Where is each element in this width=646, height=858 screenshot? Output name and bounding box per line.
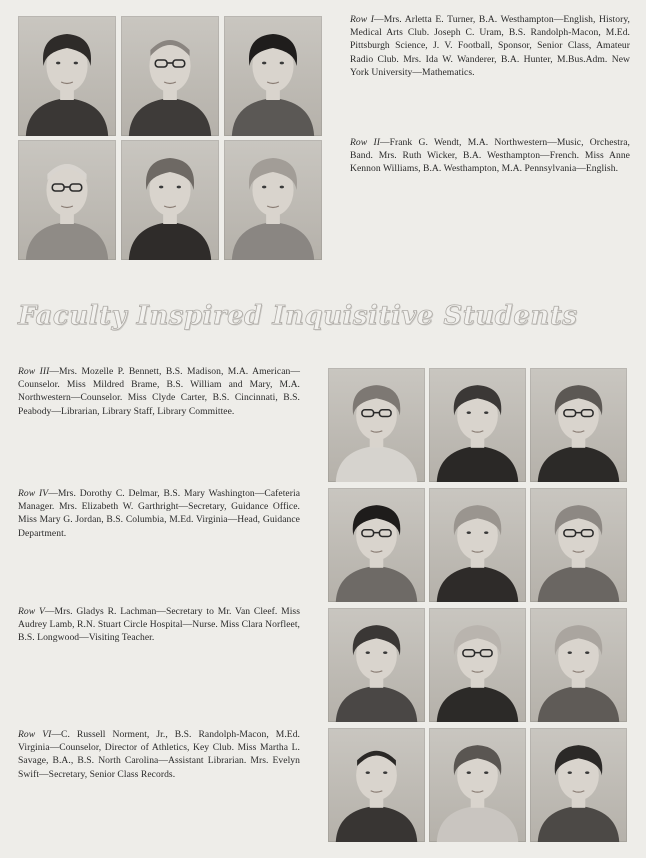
portrait-woman-icon — [530, 608, 627, 722]
portrait-woman-icon — [530, 488, 627, 602]
portrait-woman-icon — [429, 368, 526, 482]
caption-row-6 — [18, 728, 300, 781]
portrait-woman-icon — [224, 140, 322, 260]
caption-row-4 — [18, 487, 300, 540]
portrait-man-icon — [18, 140, 116, 260]
caption-row-label: Row I — [350, 14, 375, 25]
portrait-woman-icon — [530, 368, 627, 482]
caption-row-1 — [350, 13, 630, 79]
portrait-woman-icon — [530, 728, 627, 842]
portrait-man-icon — [328, 728, 425, 842]
caption-row-text: —Frank G. Wendt, M.A. Northwestern—Music, Orchestra, Band. Mrs. Ruth Wicker, B.A. Westhampton—French. Miss Anne Kennon Williams, B.A. Westhampton, M.A. Pennsylvania—English. — [350, 137, 630, 175]
portrait-woman-icon — [224, 16, 322, 136]
portrait-woman-icon — [328, 488, 425, 602]
page-title: Faculty Inspired Inquisitive Students — [18, 301, 578, 331]
portrait-woman-icon — [18, 16, 116, 136]
caption-row-label: Row II — [350, 137, 380, 148]
portrait-man-icon — [121, 16, 219, 136]
caption-row-2 — [350, 136, 630, 176]
caption-row-label: Row VI — [18, 729, 52, 740]
caption-row-text: —C. Russell Norment, Jr., B.S. Randolph-Macon, M.Ed. Virginia—Counselor, Director of Athletics, Key Club. Miss Martha L. Savage, B.A., B.S. North Carolina—Assistant Librarian. Mrs. Evelyn Swift—Secretary, Senior Class Records. — [18, 729, 301, 780]
caption-row-text: —Mrs. Arletta E. Turner, B.A. Westhampton—English, History, Medical Arts Club. Joseph C. Uram, B.S. Randolph-Macon, M.Ed. Pittsburgh Science, J. V. Football, Sponsor, Senior Class, Amateur Radio Club. Mrs. Ida W. Wanderer, B.A. Hunter, M.Bus.Adm. New York University—Mathematics. — [350, 14, 630, 78]
portrait-grid-bottom — [328, 368, 627, 842]
portrait-woman-icon — [429, 608, 526, 722]
caption-row-label: Row IV — [18, 488, 49, 499]
caption-row-text: —Mrs. Dorothy C. Delmar, B.S. Mary Washington—Cafeteria Manager. Mrs. Elizabeth W. Garthright—Secretary, Guidance Office. Miss Mary G. Jordan, B.S. Columbia, M.Ed. Virginia—Head, Guidance Department. — [18, 488, 301, 539]
caption-row-text: —Mrs. Mozelle P. Bennett, B.S. Madison, M.A. American—Counselor. Miss Mildred Brame, B.S. William and Mary, M.A. Northwestern—Counselor. Miss Clyde Carter, B.S. Cincinnati, B.S. Peabody—Librarian, Library Staff, Library Committee. — [18, 366, 301, 417]
caption-row-5 — [18, 605, 300, 645]
caption-row-label: Row V — [18, 606, 45, 617]
portrait-woman-icon — [121, 140, 219, 260]
portrait-grid-top — [18, 16, 322, 260]
caption-row-label: Row III — [18, 366, 50, 377]
portrait-woman-icon — [429, 488, 526, 602]
portrait-woman-icon — [429, 728, 526, 842]
caption-row-3 — [18, 365, 300, 418]
caption-row-text: —Mrs. Gladys R. Lachman—Secretary to Mr. Van Cleef. Miss Audrey Lamb, R.N. Stuart Circle Hospital—Nurse. Miss Clara Norfleet, B.S. Longwood—Visiting Teacher. — [18, 606, 300, 644]
portrait-woman-icon — [328, 608, 425, 722]
portrait-woman-icon — [328, 368, 425, 482]
